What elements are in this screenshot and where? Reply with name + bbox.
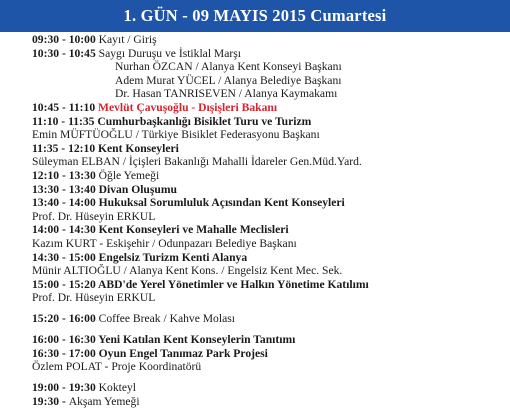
session-title: Cumhurbaşkanlığı Bisiklet Turu ve Turizm (97, 114, 312, 128)
schedule-row (32, 251, 502, 265)
session-time: 19:30 - (32, 395, 69, 409)
speaker-name: Kazım KURT - Eskişehir / Odunpazarı Belediye Başkanı (32, 236, 297, 250)
session-time: 15:20 - 16:00 (32, 312, 99, 326)
session-time: 12:10 - 13:30 (32, 168, 99, 182)
session-time: 14:30 - 15:00 (32, 250, 99, 264)
day-header-title: 1. GÜN - 09 MAYIS 2015 Cumartesi (123, 6, 387, 25)
session-time: 11:35 - 12:10 (32, 141, 99, 155)
session-title: Kokteyl (98, 381, 137, 395)
schedule-row (32, 169, 502, 183)
speaker-row (32, 210, 502, 224)
session-time: 13:40 - 14:00 (32, 196, 99, 210)
session-title: Öğle Yemeği (98, 168, 160, 182)
speaker-row (32, 291, 502, 312)
session-title: Kent Konseyleri ve Mahalle Meclisleri (98, 223, 289, 237)
speaker-name: Özlem POLAT - Proje Koordinatörü (32, 360, 202, 374)
speaker-row (32, 128, 502, 142)
schedule-row (32, 33, 502, 47)
speaker-name: Süleyman ELBAN / İçişleri Bakanlığı Mahalli İdareler Gen.Müd.Yard. (32, 155, 362, 169)
schedule-row (32, 196, 502, 210)
session-title: Coffee Break / Kahve Molası (98, 312, 235, 326)
session-title: Oyun Engel Tanımaz Park Projesi (98, 346, 268, 360)
session-title: Kent Konseyleri (98, 141, 179, 155)
session-time: 19:00 - 19:30 (32, 381, 99, 395)
speaker-name: Prof. Dr. Hüseyin ERKUL (32, 209, 156, 223)
session-time: 15:00 - 15:20 (32, 277, 99, 291)
speaker-name: Adem Murat YÜCEL / Alanya Belediye Başkanı (115, 73, 342, 87)
program-schedule (32, 33, 502, 409)
session-time: 10:30 - 10:45 (32, 46, 99, 60)
speaker-name: Nurhan ÖZCAN / Alanya Kent Konseyi Başkanı (115, 60, 342, 74)
schedule-row (32, 347, 502, 361)
schedule-row (32, 115, 502, 129)
schedule-row (32, 183, 502, 197)
session-time: 11:10 - 11:35 (32, 114, 98, 128)
session-title: Divan Oluşumu (98, 182, 177, 196)
schedule-row (32, 278, 502, 292)
speaker-name: Dr. Hasan TANRISEVEN / Alanya Kaymakamı (115, 87, 338, 101)
speaker-row (32, 60, 502, 74)
session-title: Hukuksal Sorumluluk Açısından Kent Konseyleri (98, 196, 345, 210)
session-title: Kayıt / Giriş (98, 33, 157, 46)
session-time: 16:30 - 17:00 (32, 346, 99, 360)
schedule-row (32, 333, 502, 347)
session-time: 14:00 - 14:30 (32, 223, 99, 237)
session-time: 16:00 - 16:30 (32, 333, 99, 347)
speaker-row (32, 264, 502, 278)
schedule-row (32, 381, 502, 395)
session-title: Akşam Yemeği (68, 395, 140, 409)
session-title: Mevlüt Çavuşoğlu - Dışişleri Bakanı (98, 100, 278, 114)
session-title: Yeni Katılan Kent Konseylerin Tanıtımı (98, 333, 296, 347)
schedule-row (32, 47, 502, 61)
schedule-row (32, 312, 502, 333)
speaker-row (32, 237, 502, 251)
speaker-name: Emin MÜFTÜOĞLU / Türkiye Bisiklet Federasyonu Başkanı (32, 128, 320, 142)
speaker-row (32, 360, 502, 381)
speaker-name: Prof. Dr. Hüseyin ERKUL (32, 291, 156, 305)
session-time: 10:45 - 11:10 (32, 100, 99, 114)
schedule-row (32, 395, 502, 409)
session-title: Engelsiz Turizm Kenti Alanya (98, 250, 248, 264)
session-title: Saygı Duruşu ve İstiklal Marşı (98, 46, 241, 60)
schedule-row (32, 223, 502, 237)
speaker-row (32, 74, 502, 88)
schedule-row (32, 142, 502, 156)
session-time: 13:30 - 13:40 (32, 182, 99, 196)
speaker-row (32, 87, 502, 101)
schedule-row (32, 101, 502, 115)
session-time: 09:30 - 10:00 (32, 33, 99, 46)
day-header-banner (0, 0, 510, 34)
speaker-row (32, 155, 502, 169)
speaker-name: Münir ALTIOĞLU / Alanya Kent Kons. / Engelsiz Kent Mec. Sek. (32, 264, 343, 278)
session-title: ABD'de Yerel Yönetimler ve Halkın Yönetime Katılımı (98, 277, 369, 291)
